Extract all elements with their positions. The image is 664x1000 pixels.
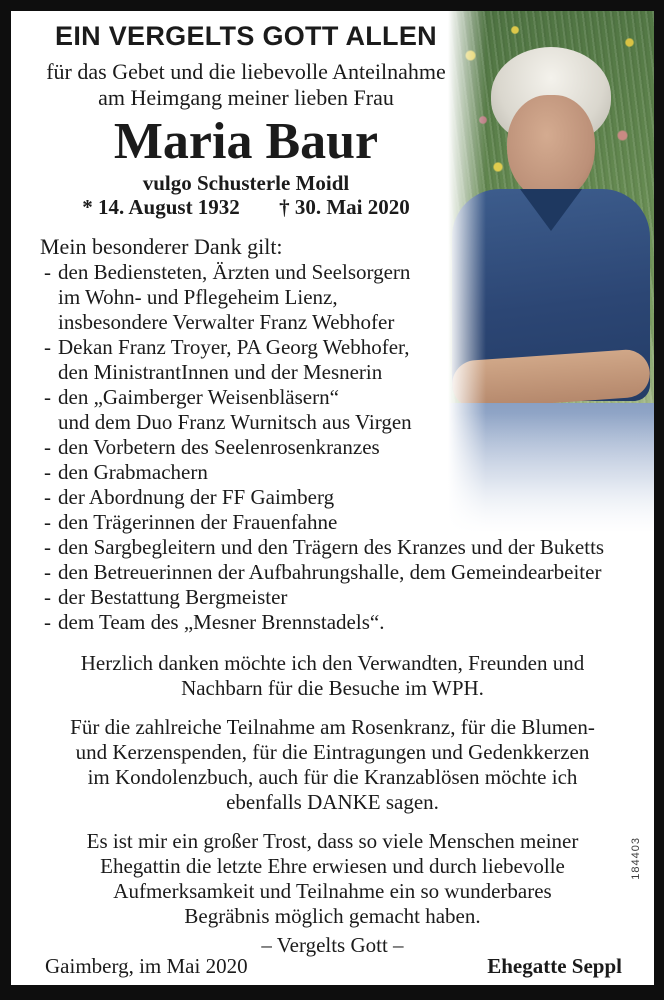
paragraph-line: Herzlich danken möchte ich den Verwandten, Freunden und [80, 651, 585, 675]
card-paper [11, 11, 654, 985]
list-dash [44, 410, 58, 435]
thanks-line-text: dem Team des „Mesner Brennstadels“. [58, 610, 385, 634]
list-dash: - [44, 335, 51, 359]
paragraph-line: Aufmerksamkeit und Teilnahme ein so wunderbares [113, 879, 552, 903]
thanks-line [44, 385, 654, 410]
thanks-line [44, 435, 654, 460]
notice-headline: EIN VERGELTS GOTT ALLEN [55, 21, 437, 51]
thanks-line [44, 285, 654, 310]
paragraph-line: Es ist mir ein großer Trost, dass so viele Menschen meiner [86, 829, 579, 853]
paragraph-line: und Kerzenspenden, für die Eintragungen und Gedenkkerzen [75, 740, 590, 764]
list-dash [44, 310, 58, 335]
list-dash: - [44, 585, 51, 609]
thanks-section [40, 234, 654, 635]
thanks-line-text: den „Gaimberger Weisenbläsern“ [58, 385, 339, 409]
life-dates [30, 195, 462, 219]
print-reference-number: 184403 [630, 837, 642, 880]
list-dash: - [44, 560, 51, 584]
paragraph-line: Ehegattin die letzte Ehre erwiesen und durch liebevolle [100, 854, 565, 878]
thanks-line-text: der Abordnung der FF Gaimberg [58, 485, 335, 509]
thanks-line-text: und dem Duo Franz Wurnitsch aus Virgen [58, 410, 412, 434]
birth-date: * 14. August 1932 [82, 195, 240, 219]
thanks-line [44, 410, 654, 435]
paragraph-line: ebenfalls DANKE sagen. [226, 790, 439, 814]
thanks-heading: Mein besonderer Dank gilt: [40, 234, 283, 259]
deceased-name: Maria Baur [113, 113, 379, 170]
paragraph-line: Für die zahlreiche Teilnahme am Rosenkranz, für die Blumen- [70, 715, 595, 739]
thanks-line [44, 560, 654, 585]
thanks-line-text: den Vorbetern des Seelenrosenkranzes [58, 435, 380, 459]
thanks-line [44, 510, 654, 535]
list-dash [44, 285, 58, 310]
thanks-line-text: den Grabmachern [58, 460, 208, 484]
intro-line: für das Gebet und die liebevolle Anteilnahme [46, 59, 446, 84]
thanks-line [44, 335, 654, 360]
notice-head [30, 19, 462, 219]
intro-text [30, 59, 462, 111]
mourner-signature: Ehegatte Seppl [487, 954, 622, 978]
thanks-line-text: den Sargbegleitern und den Trägern des Kranzes und der Buketts [58, 535, 605, 559]
paragraph-visits [11, 651, 654, 701]
paragraph-line: Begräbnis möglich gemacht haben. [184, 904, 481, 928]
list-dash: - [44, 610, 51, 634]
thanks-line [44, 360, 654, 385]
thanks-line [44, 460, 654, 485]
thanks-line-text: der Bestattung Bergmeister [58, 585, 288, 609]
thanks-line-text: insbesondere Verwalter Franz Webhofer [58, 310, 395, 334]
list-dash: - [44, 510, 51, 534]
notice-content [11, 19, 654, 958]
thanks-line [44, 535, 654, 560]
thanks-line-text: den Trägerinnen der Frauenfahne [58, 510, 338, 534]
paragraph-donations [11, 715, 654, 815]
death-date: † 30. Mai 2020 [279, 195, 410, 219]
thank-you-paragraphs [11, 651, 654, 929]
list-dash: - [44, 260, 51, 284]
intro-line: am Heimgang meiner lieben Frau [98, 85, 394, 110]
thanks-line-text: Dekan Franz Troyer, PA Georg Webhofer, [58, 335, 410, 359]
thanks-line [44, 260, 654, 285]
thanks-line-text: im Wohn- und Pflegeheim Lienz, [58, 285, 338, 309]
list-dash [44, 360, 58, 385]
paragraph-comfort [11, 829, 654, 929]
paragraph-line: Nachbarn für die Besuche im WPH. [181, 676, 484, 700]
closing-blessing: – Vergelts Gott – [261, 933, 404, 957]
list-dash: - [44, 385, 51, 409]
deceased-vulgo-name: vulgo Schusterle Moidl [142, 171, 350, 195]
thanks-line [44, 585, 654, 610]
thanks-line-text: den MinistrantInnen und der Mesnerin [58, 360, 383, 384]
list-dash: - [44, 460, 51, 484]
list-dash: - [44, 535, 51, 559]
thanks-line [44, 485, 654, 510]
thanks-line [44, 610, 654, 635]
thanks-line [44, 310, 654, 335]
list-dash: - [44, 435, 51, 459]
list-dash: - [44, 485, 51, 509]
place-and-date: Gaimberg, im Mai 2020 [45, 954, 248, 978]
thanks-line-text: den Betreuerinnen der Aufbahrungshalle, dem Gemeindearbeiter [58, 560, 602, 584]
thanks-line-text: den Bediensteten, Ärzten und Seelsorgern [58, 260, 411, 284]
paragraph-line: im Kondolenzbuch, auch für die Kranzablösen möchte ich [87, 765, 578, 789]
notice-footer [11, 954, 654, 979]
